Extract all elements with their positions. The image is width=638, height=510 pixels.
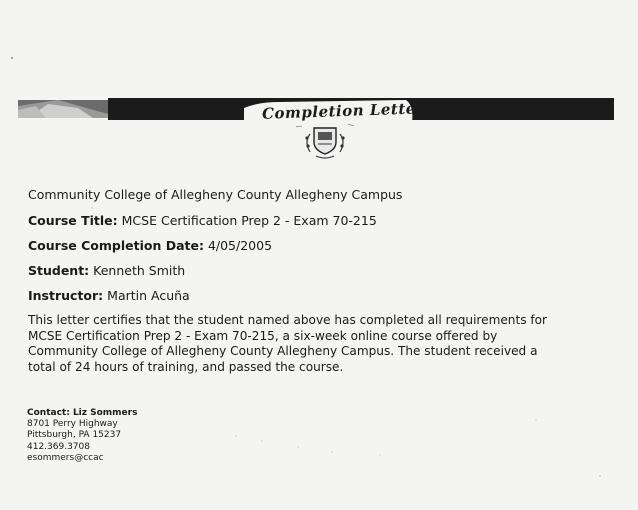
student-label: Student: [28,263,90,278]
course-title-label: Course Title: [28,213,118,228]
instructor-label: Instructor: [28,288,104,303]
banner-title: Completion Letter [261,99,425,123]
completion-date-label: Course Completion Date: [28,238,204,253]
contact-block [27,408,137,464]
contact-address-street: 8701 Perry Highway [27,419,118,430]
course-title-value: MCSE Certification Prep 2 - Exam 70-215 [121,213,377,228]
paragraph-line: total of 24 hours of training, and passed the course. [28,359,344,374]
crest-emblem-icon [296,122,354,166]
college-name: Community College of Allegheny County Allegheny Campus [28,187,403,202]
student-value: Kenneth Smith [93,263,186,278]
instructor-value: Martin Acuña [107,288,190,303]
instructor-line [28,288,190,303]
certification-paragraph [28,313,588,375]
contact-heading: Contact: Liz Sommers [27,408,138,418]
completion-date-value: 4/05/2005 [207,238,273,253]
paragraph-line: MCSE Certification Prep 2 - Exam 70-215, a six-week online course offered by [28,328,498,343]
contact-email: esommers@ccac [27,452,104,463]
contact-phone: 412.369.3708 [27,441,90,452]
paragraph-line: Community College of Allegheny County Allegheny Campus. The student received a [28,344,538,358]
student-line [28,263,185,278]
completion-date-line [28,238,272,253]
paragraph-line: This letter certifies that the student named above has completed all requirements for [28,313,547,327]
contact-address-city: Pittsburgh, PA 15237 [27,430,122,441]
course-title-line [28,213,377,228]
